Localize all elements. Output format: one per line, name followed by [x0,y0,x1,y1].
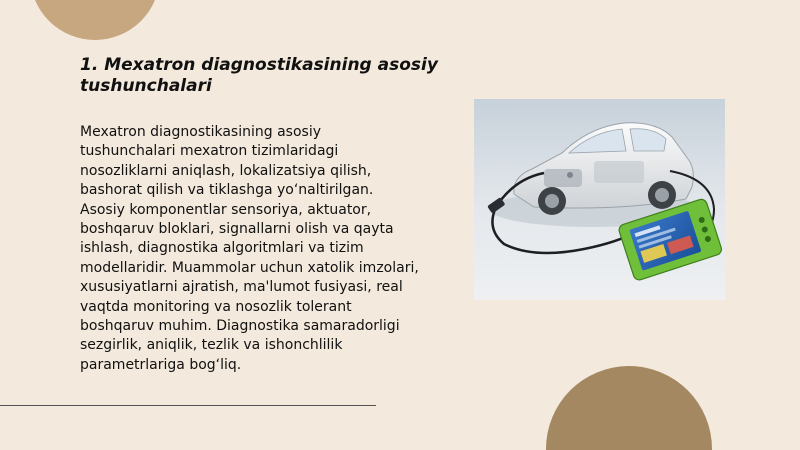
slide-title: 1. Mexatron diagnostikasining asosiy tushunchalari [80,55,438,96]
slide-body-text: Mexatron diagnostikasining asosiy tushunchalari mexatron tizimlaridagi nosozliklarni aniqlash, lokalizatsiya qilish, bashorat qilish va tiklashga yo‘naltirilgan. Asosiy komponentlar sensoriya, aktuator, boshqaruv bloklari, signallarni olish va qayta ishlash, diagnostika algoritmlari va tizim modellaridir. Muammolar uchun xatolik imzolari, xususiyatlarni ajratish, ma'lumot fusiyasi, real vaqtda monitoring va nosozlik tolerant boshqaruv muhim. Diagnostika samaradorligi sezgirlik, aniqlik, tezlik va ishonchlilik parametrlariga bog‘liq. [80,124,419,373]
decorative-circle-top [30,0,160,40]
divider-line [0,405,376,406]
car-diagnostic-image [474,99,725,300]
decorative-circle-bottom [546,366,712,450]
car-diagnostic-tablet-icon [474,99,725,300]
